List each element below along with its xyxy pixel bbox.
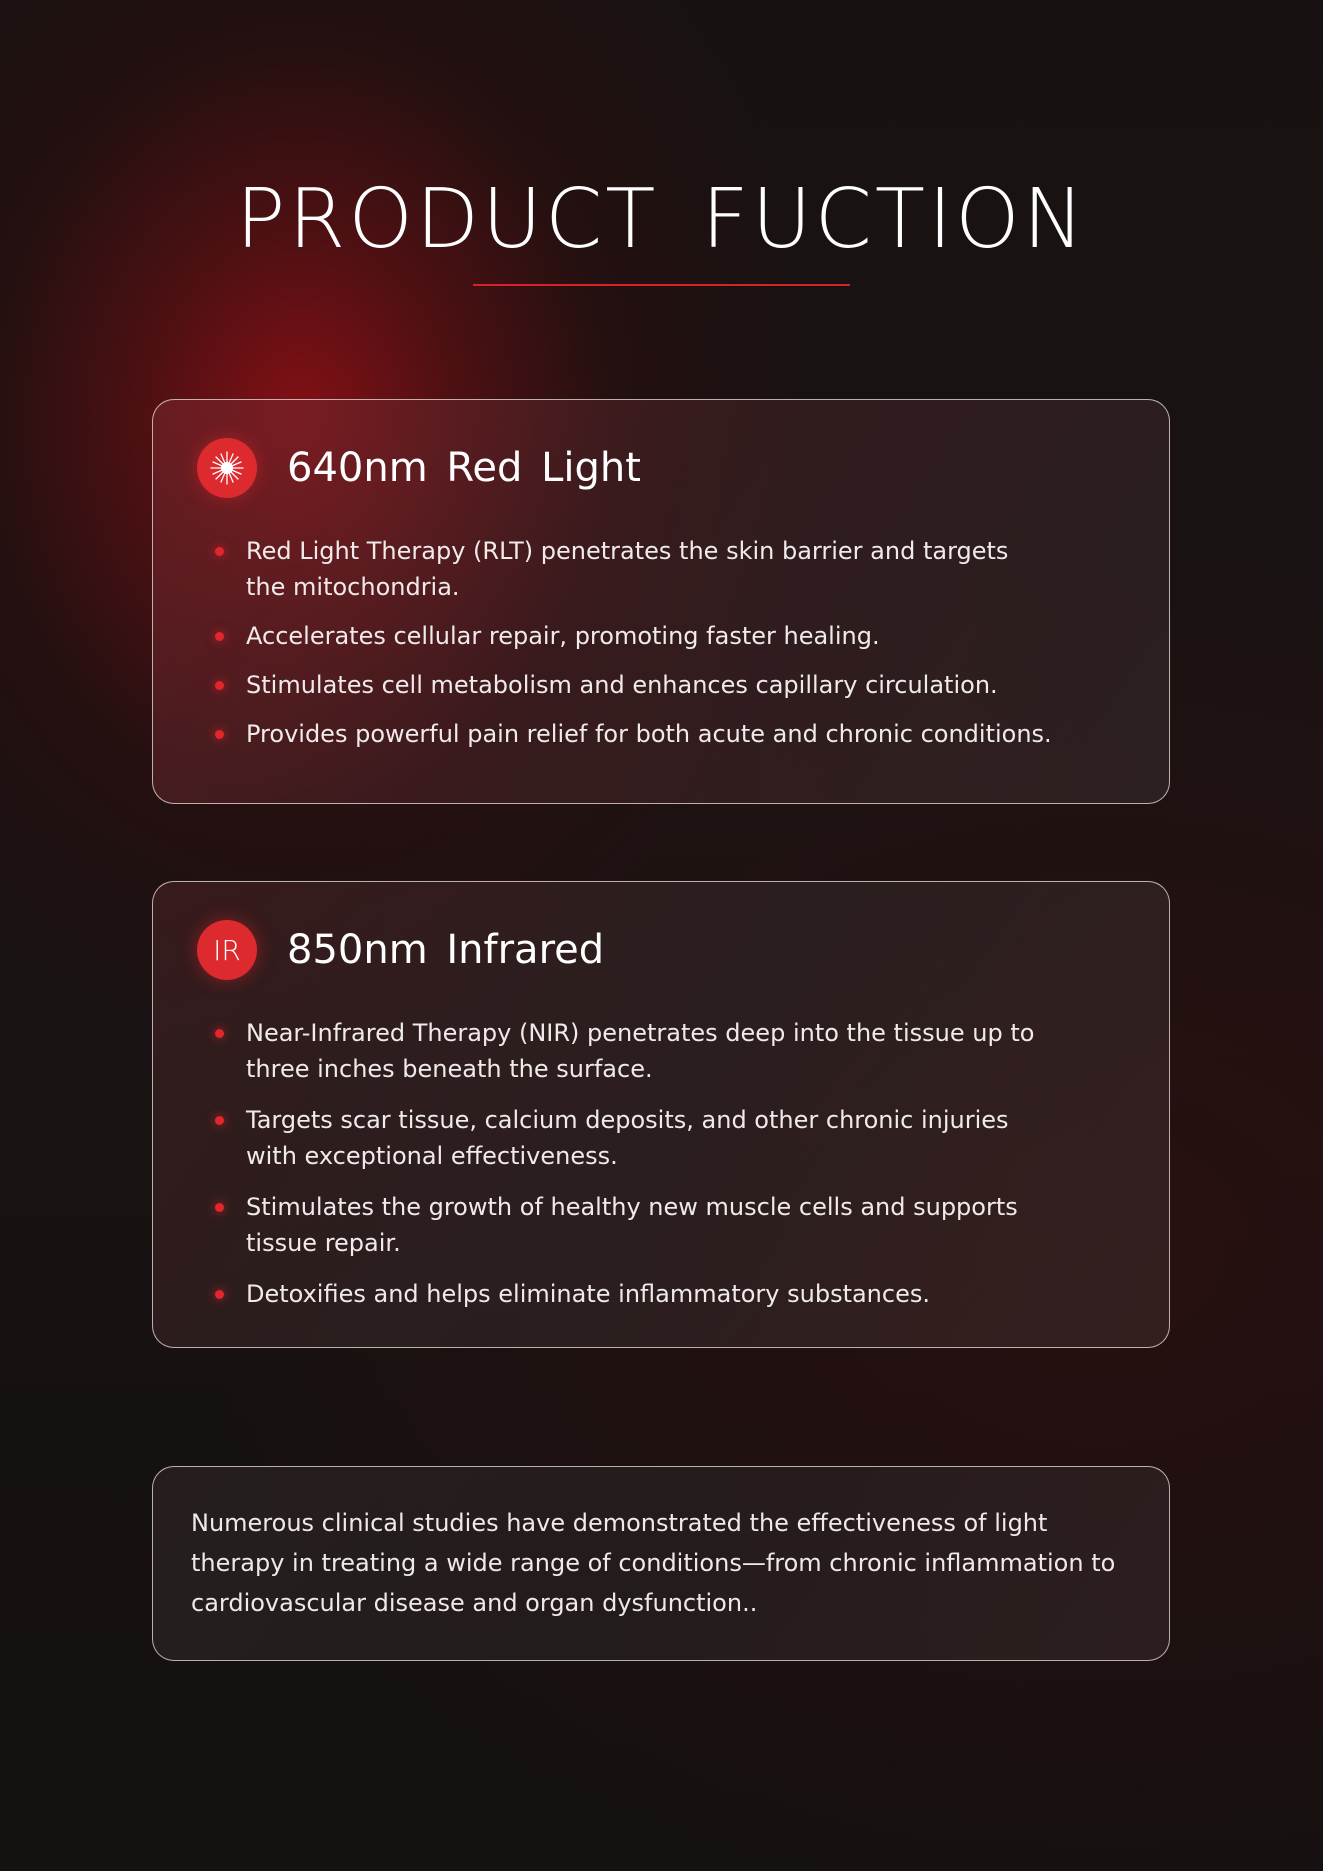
list-item-text: Targets scar tissue, calcium deposits, and other chronic injuries with exceptional effectiveness. <box>246 1106 1009 1170</box>
list-item <box>215 1189 1055 1261</box>
bullet-dot <box>215 730 224 739</box>
ir-icon <box>197 920 257 980</box>
ir-icon-label: IR <box>213 933 241 967</box>
list-item-text: Provides powerful pain relief for both acute and chronic conditions. <box>246 720 1052 748</box>
list-item-text: Red Light Therapy (RLT) penetrates the skin barrier and targets the mitochondria. <box>246 537 1009 601</box>
list-item-text: Near-Infrared Therapy (NIR) penetrates deep into the tissue up to three inches beneath the surface. <box>246 1019 1035 1083</box>
sunburst-icon <box>197 438 257 498</box>
list-item <box>215 1102 1055 1174</box>
clinical-note-text: Numerous clinical studies have demonstrated the effectiveness of light therapy in treating a wide range of conditions—from chronic inflammation to cardiovascular disease and organ dysfunction.. <box>191 1509 1116 1617</box>
clinical-note-card <box>152 1466 1170 1661</box>
card-title: 640nm Red Light <box>287 445 641 491</box>
list-item <box>215 1276 1055 1312</box>
red-light-card <box>152 399 1170 804</box>
list-item-text: Accelerates cellular repair, promoting faster healing. <box>246 622 880 650</box>
list-item-text: Detoxifies and helps eliminate inflammatory substances. <box>246 1280 930 1308</box>
card-header <box>197 920 604 980</box>
bullet-list <box>215 533 1055 765</box>
infrared-card <box>152 881 1170 1348</box>
card-title: 850nm Infrared <box>287 927 605 973</box>
bullet-dot <box>215 1203 224 1212</box>
bullet-list <box>215 1015 1055 1327</box>
bullet-dot <box>215 632 224 641</box>
bullet-dot <box>215 681 224 690</box>
list-item <box>215 716 1055 752</box>
page-title: PRODUCT FUCTION <box>235 172 1088 267</box>
card-header <box>197 438 641 498</box>
list-item <box>215 1015 1055 1087</box>
list-item <box>215 533 1055 605</box>
list-item-text: Stimulates cell metabolism and enhances capillary circulation. <box>246 671 998 699</box>
bullet-dot <box>215 547 224 556</box>
title-underline <box>473 284 850 286</box>
list-item <box>215 618 1055 654</box>
bullet-dot <box>215 1116 224 1125</box>
bullet-dot <box>215 1029 224 1038</box>
list-item-text: Stimulates the growth of healthy new muscle cells and supports tissue repair. <box>246 1193 1018 1257</box>
list-item <box>215 667 1055 703</box>
bullet-dot <box>215 1290 224 1299</box>
